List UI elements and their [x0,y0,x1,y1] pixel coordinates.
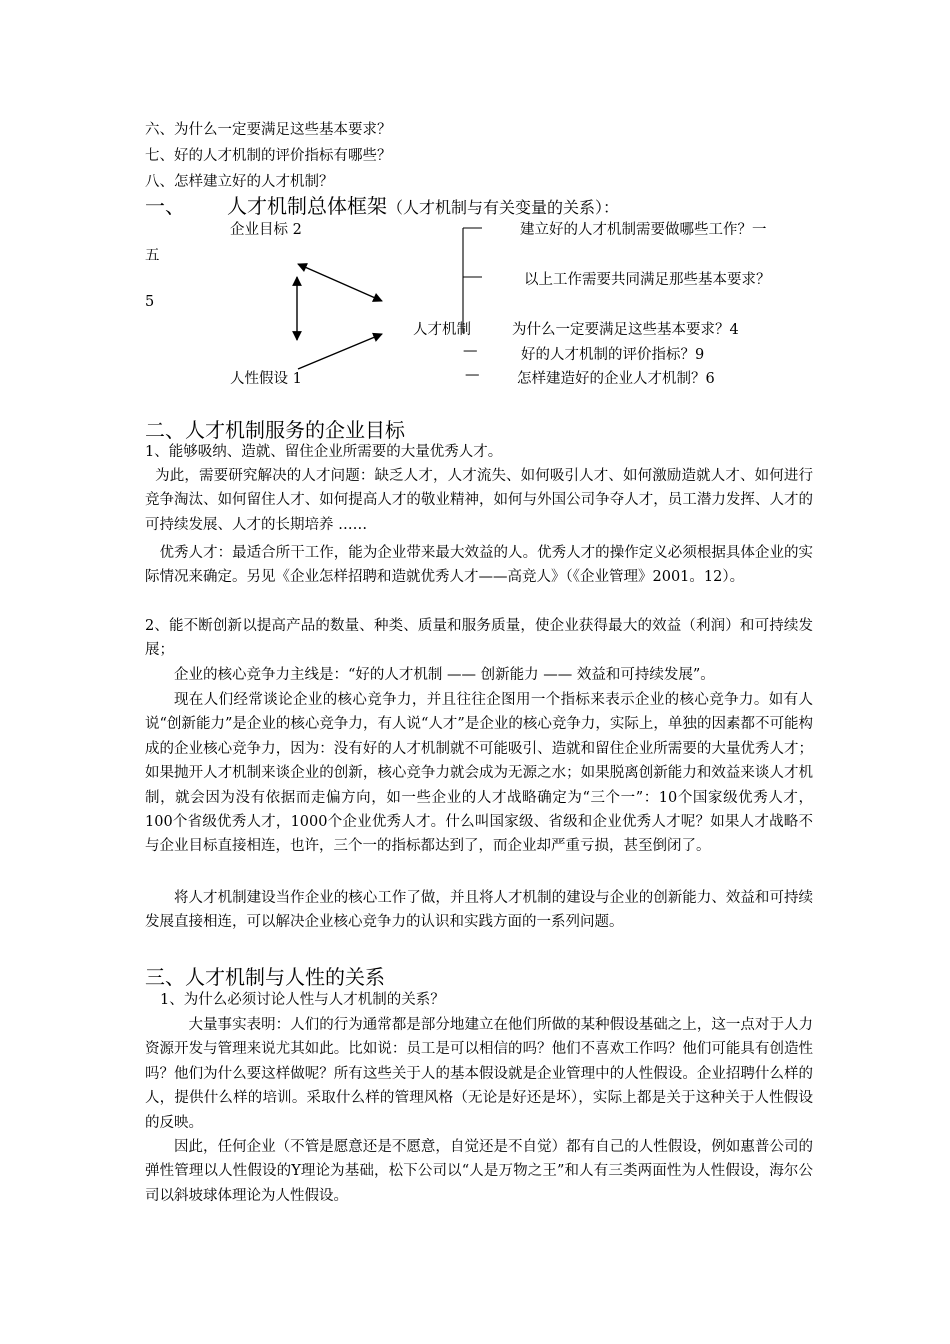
section3-heading: 三、人才机制与人性的关系 [145,965,385,989]
branch-item-1: 建立好的人才机制需要做哪些工作？一 [520,222,767,238]
section2-paragraph-5: 企业的核心竞争力主线是：“好的人才机制 —— 创新能力 —— 效益和可持续发展”。 [174,667,715,683]
diagram-left-number: 5 [145,294,155,310]
arrow-goal-mechanism [298,264,382,301]
branch-item-4: 好的人才机制的评价指标？9 [521,347,705,363]
section2-paragraph-3: 优秀人才：最适合所干工作，能为企业带来最大效益的人。优秀人才的操作定义必须根据具体企业的实际情况来确定。另见《企业怎样招聘和造就优秀人才——高竞人》（《企业管理》2001。12）。 [145,545,813,586]
section3-paragraph-1: 大量事实表明：人们的行为通常都是部分地建立在他们所做的某种假设基础之上，这一点对于人力资源开发与管理来说尤其如此。比如说：员工是可以相信的吗？他们不喜欢工作吗？他们可能具有创造性吗？他们为什么要这样做呢？所有这些关于人的基本假设就是企业管理中的人性假设。企业招聘什么样的人，提供什么样的培训。采取什么样的管理风格（无论是好还是坏），实际上都是关于这种关于人性假设的反映。 [145,1017,813,1131]
question-8: 八、怎样建立好的人才机制？ [145,174,334,190]
node-enterprise-goal: 企业目标 2 [230,222,302,238]
arrow-hypothesis-mechanism [298,334,382,369]
section2-paragraph-4: 2、能不断创新以提高产品的数量、种类、质量和服务质量，使企业获得最大的效益（利润）和可持续发展； [145,618,813,659]
question-7: 七、好的人才机制的评价指标有哪些？ [145,148,392,164]
section1-number: 一、 [145,194,185,218]
branch-item-3: 为什么一定要满足这些基本要求？4 [512,322,739,338]
section2-heading: 二、人才机制服务的企业目标 [145,418,405,442]
node-talent-mechanism: 人才机制 [413,322,471,338]
section1-subtitle: （人才机制与有关变量的关系）： [387,198,620,217]
diagram-left-five: 五 [145,248,160,264]
branch-item-2: 以上工作需要共同满足那些基本要求？ [524,272,771,288]
section2-paragraph-6: 现在人们经常谈论企业的核心竞争力，并且往往企图用一个指标来表示企业的核心竞争力。如有人说“创新能力”是企业的核心竞争力，有人说“人才”是企业的核心竞争力，实际上，单独的因素都不可能构成的企业核心竞争力，因为：没有好的人才机制就不可能吸引、造就和留住企业所需要的大量优秀人才；如果抛开人才机制来谈企业的创新，核心竞争力就会成为无源之水；如果脱离创新能力和效益来谈人才机制，就会因为没有依据而走偏方向，如一些企业的人才战略确定为“三个一”：10个国家级优秀人才，100个省级优秀人才，1000个企业优秀人才。什么叫国家级、省级和企业优秀人才呢？如果人才战略不与企业目标直接相连，也许，三个一的指标都达到了，而企业却严重亏损，甚至倒闭了。 [145,692,813,855]
question-6: 六、为什么一定要满足这些基本要求？ [145,122,392,138]
section2-paragraph-7: 将人才机制建设当作企业的核心工作了做，并且将人才机制的建设与企业的创新能力、效益和可持续发展直接相连，可以解决企业核心竞争力的认识和实践方面的一系列问题。 [145,890,813,931]
section2-paragraph-2: 为此，需要研究解决的人才问题：缺乏人才，人才流失、如何吸引人才、如何激励造就人才、如何进行竞争淘汰、如何留住人才、如何提高人才的敬业精神，如何与外国公司争夺人才，员工潜力发挥、人才的可持续发展、人才的长期培养 …… [145,468,813,533]
section3-question-1: 1、为什么必须讨论人性与人才机制的关系？ [160,992,445,1008]
branch-item-5: 怎样建造好的企业人才机制？6 [517,371,715,387]
section2-paragraph-1: 1、能够吸纳、造就、留住企业所需要的大量优秀人才。 [145,444,503,460]
branch-dash-5: — [465,367,480,383]
section1-title: 人才机制总体框架 [227,194,387,218]
branch-dash-4: — [463,343,478,359]
section3-paragraph-2: 因此，任何企业（不管是愿意还是不愿意，自觉还是不自觉）都有自己的人性假设，例如惠普公司的弹性管理以人性假设的Y理论为基础，松下公司以“人是万物之王”和人有三类两面性为人性假设，海尔公司以斜坡球体理论为人性假设。 [145,1139,813,1204]
node-human-hypothesis: 人性假设 1 [230,371,302,387]
